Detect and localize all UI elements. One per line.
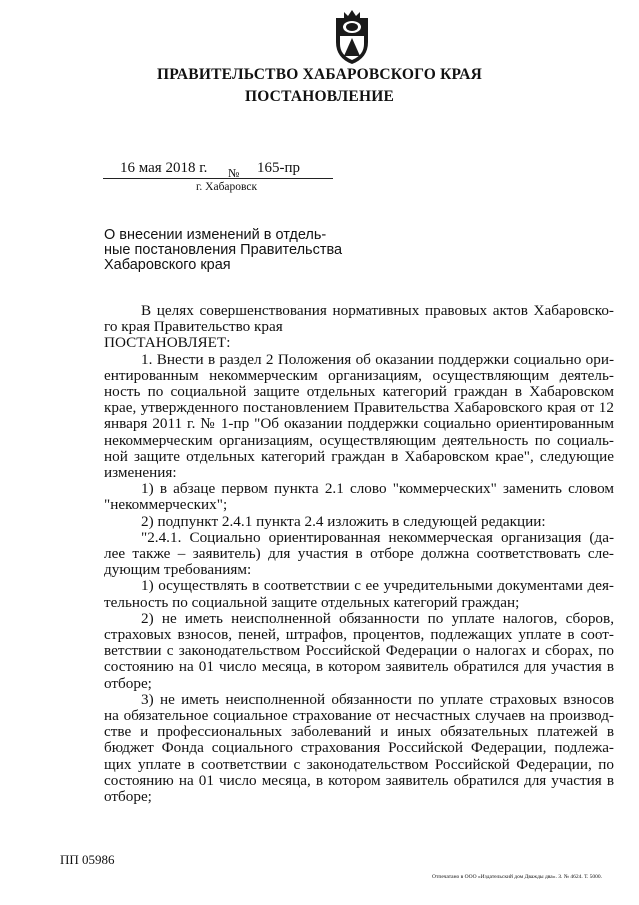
document-code: ПП 05986: [60, 852, 115, 867]
coat-of-arms-emblem: [330, 6, 374, 66]
body-line: "2.4.1. Социально ориентированная некоммерческая организация (да-: [141, 528, 614, 546]
government-title: ПРАВИТЕЛЬСТВО ХАБАРОВСКОГО КРАЯ: [156, 66, 483, 83]
body-line: 1) в абзаце первом пункта 2.1 слово "коммерческих" заменить словом: [141, 480, 614, 498]
number-label: №: [228, 166, 240, 180]
subject-line: О внесении изменений в отдель-: [104, 227, 327, 243]
body-line: ПОСТАНОВЛЯЕТ:: [104, 334, 231, 352]
body-line: отборе;: [104, 674, 152, 692]
body-line: января 2011 г. № 1-пр "Об оказании поддержки социально ориентированным: [104, 415, 614, 433]
body-line: крае, утвержденного постановлением Правительства Хабаровского края от 12: [104, 399, 614, 417]
body-line: лее также – заявитель) для участия в отборе должна соответствовать сле-: [104, 545, 614, 563]
body-line: "некоммерческих";: [104, 496, 228, 514]
body-line: стве и профессиональных заболеваний и иных обязательных платежей в: [104, 723, 614, 741]
date-underline: [103, 178, 333, 179]
document-city: г. Хабаровск: [196, 181, 258, 193]
body-line: 2) не иметь неисполненной обязанности по уплате налогов, сборов,: [141, 609, 614, 627]
body-line: страховых взносов, пеней, штрафов, процентов, подлежащих уплате в соот-: [104, 626, 614, 644]
body-line: состоянию на 01 число месяца, в котором заявитель обратился для участия в: [104, 771, 614, 789]
body-line: изменения:: [104, 464, 177, 482]
body-line: 2) подпункт 2.4.1 пункта 2.4 изложить в следующей редакции:: [141, 512, 546, 530]
body-line: дующим требованиям:: [104, 561, 252, 579]
document-subject: [104, 228, 344, 273]
body-line: тельность по социальной защите отдельных категорий граждан;: [104, 593, 520, 611]
body-line: бюджет Фонда социального страхования Российской Федерации, подлежа-: [104, 739, 614, 757]
body-line: ность по социальной защите отдельных категорий граждан в Хабаровском: [104, 383, 614, 401]
body-line: на обязательное социальное страхование от несчастных случаев на производ-: [104, 707, 614, 725]
body-line: отборе;: [104, 788, 152, 806]
body-line: состоянию на 01 число месяца, в котором заявитель обратился для участия в: [104, 658, 614, 676]
body-line: 1) осуществлять в соответствии с ее учредительными документами дея-: [141, 577, 614, 595]
document-type: ПОСТАНОВЛЕНИЕ: [244, 88, 395, 105]
body-line: ветствии с законодательством Российской Федерации о налогах и сборах, по: [104, 642, 614, 660]
print-imprint: Отпечатано в ООО «Издательский дом Дважды два». З. № 4624. Т. 5000.: [432, 874, 603, 880]
body-line: ной защите отдельных категорий граждан в Хабаровском крае", следующие: [104, 447, 614, 465]
body-line: 1. Внести в раздел 2 Положения об оказании поддержки социально ори-: [141, 350, 614, 368]
document-date: 16 мая 2018 г.: [120, 160, 208, 176]
subject-line: ные постановления Правительства: [104, 242, 343, 258]
body-line: 3) не иметь неисполненной обязанности по уплате страховых взносов: [141, 690, 614, 708]
document-body: [104, 303, 614, 805]
body-line: го края Правительство края: [104, 318, 283, 336]
body-line: В целях совершенствования нормативных правовых актов Хабаровско-: [141, 302, 614, 319]
body-line: некоммерческим организациям, осуществляющим деятельность по социаль-: [104, 431, 614, 449]
body-line: щих уплате в соответствии с законодательством Российской Федерации, по: [104, 755, 614, 773]
body-line: ентированным некоммерческим организациям, осуществляющим деятель-: [104, 366, 614, 384]
document-number: 165-пр: [257, 160, 301, 176]
subject-line: Хабаровского края: [104, 257, 231, 273]
